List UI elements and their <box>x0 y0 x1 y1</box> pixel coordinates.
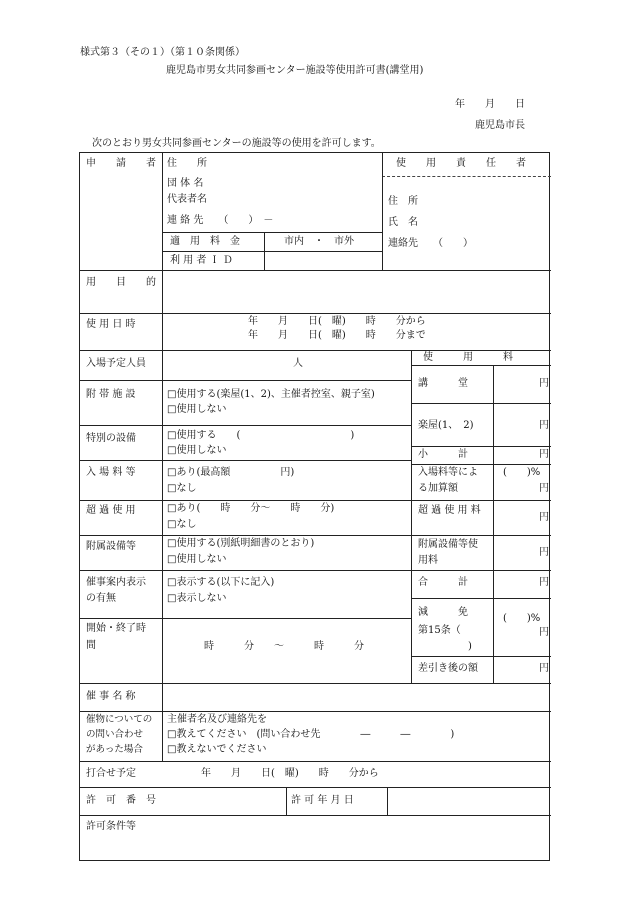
facilities-label: 附 帯 施 設 <box>86 389 136 400</box>
fee-exemption-yen: 円 <box>539 627 549 638</box>
fee-dressing-yen: 円 <box>539 420 549 431</box>
inquiry-line-1: 主催者名及び連絡先を <box>167 714 267 725</box>
applicant-label: 申 請 者 <box>86 158 156 169</box>
overtime-opt2[interactable]: □なし <box>167 519 197 530</box>
permit-form <box>79 152 550 861</box>
attendance-label: 入場予定人員 <box>86 358 146 369</box>
startend-label-1: 開始・終了時 <box>86 623 146 634</box>
use-datetime-from: 年 月 日( 曜) 時 分から <box>248 316 426 327</box>
user-id-label: 利 用 者 Ｉ Ｄ <box>170 255 233 266</box>
meeting-value: 年 月 日( 曜) 時 分から <box>201 768 379 779</box>
responsible-address: 住 所 <box>388 196 418 207</box>
fee-after-yen: 円 <box>539 663 549 674</box>
admission-opt2[interactable]: □なし <box>167 483 197 494</box>
startend-label-2: 間 <box>86 640 96 651</box>
fee-hall-yen: 円 <box>539 378 549 389</box>
event-name-label: 催 事 名 称 <box>86 691 136 702</box>
admission-label: 入 場 料 等 <box>86 467 136 478</box>
date-line: 年 月 日 <box>455 99 525 110</box>
fee-total-label: 合 計 <box>418 577 468 588</box>
special-opt1[interactable]: □使用する ( ) <box>167 430 355 441</box>
applicant-rep: 代表者名 <box>167 194 207 205</box>
special-opt2[interactable]: □使用しない <box>167 445 227 456</box>
form-number: 様式第３（その１）（第１０条関係） <box>80 47 245 58</box>
overtime-label: 超 過 使 用 <box>86 505 136 516</box>
use-datetime-to: 年 月 日( 曜) 時 分まで <box>248 330 426 341</box>
inquiry-opt-tell[interactable]: □教えてください (問い合わせ先 ― ― ) <box>167 729 455 740</box>
fee-overtime-yen: 円 <box>539 512 549 523</box>
permit-date-label: 許 可 年 月 日 <box>291 795 354 806</box>
responsible-label: 使 用 責 任 者 <box>396 158 526 169</box>
attendance-unit: 人 <box>293 358 303 369</box>
fee-admission-add-1: 入場料等によ <box>418 467 478 478</box>
document-title: 鹿児島市男女共同参画センター施設等使用許可書(講堂用) <box>166 65 424 76</box>
display-opt1[interactable]: □表示する(以下に記入) <box>167 577 275 588</box>
fee-admission-pct: ( )% <box>503 467 541 478</box>
fee-subtotal-yen: 円 <box>539 449 549 460</box>
fee-header: 使 用 料 <box>423 352 513 363</box>
facilities-opt1[interactable]: □使用する(楽屋(1、2)、主催者控室、親子室) <box>167 389 375 400</box>
rate-label: 適 用 料 金 <box>170 236 240 247</box>
equipment-opt2[interactable]: □使用しない <box>167 554 227 565</box>
fee-article-1: 第15条（ <box>418 625 461 636</box>
fee-exemption-pct: ( )% <box>503 613 541 624</box>
fee-overtime-label: 超 過 使 用 料 <box>418 505 481 516</box>
inquiry-label-3: があった場合 <box>86 744 143 755</box>
fee-equipment-yen: 円 <box>539 547 549 558</box>
responsible-contact: 連絡先 （ ） <box>388 238 473 249</box>
intro-text: 次のとおり男女共同参画センターの施設等の使用を許可します。 <box>92 138 381 149</box>
display-label-2: の有無 <box>86 593 116 604</box>
inquiry-label-1: 催物についての <box>86 714 153 725</box>
permit-number-label: 許 可 番 号 <box>86 795 156 806</box>
fee-admission-add-2: る加算額 <box>418 483 458 494</box>
permit-conditions-label: 許可条件等 <box>86 821 136 832</box>
fee-admission-yen: 円 <box>539 483 549 494</box>
fee-equipment-label-1: 附属設備等使 <box>418 539 478 550</box>
admission-opt1[interactable]: □あり(最高額 円) <box>167 467 295 478</box>
fee-hall-label: 講 堂 <box>418 378 468 389</box>
responsible-name: 氏 名 <box>388 217 418 228</box>
rate-value: 市内 ・ 市外 <box>284 236 354 247</box>
fee-subtotal-label: 小 計 <box>418 449 468 460</box>
applicant-contact: 連 絡 先 （ ） － <box>167 215 274 226</box>
facilities-opt2[interactable]: □使用しない <box>167 404 227 415</box>
fee-article-2: ) <box>468 641 472 652</box>
use-datetime-label: 使 用 日 時 <box>86 319 136 330</box>
equipment-opt1[interactable]: □使用する(別紙明細書のとおり) <box>167 538 315 549</box>
special-label: 特別の設備 <box>86 433 136 444</box>
fee-equipment-label-2: 用料 <box>418 555 438 566</box>
applicant-address: 住 所 <box>167 158 207 169</box>
inquiry-label-2: の問い合わせ <box>86 729 144 740</box>
display-opt2[interactable]: □表示しない <box>167 593 227 604</box>
fee-dressing-label: 楽屋(1、 2) <box>418 420 474 431</box>
display-label-1: 催事案内表示 <box>86 577 146 588</box>
equipment-label: 附属設備等 <box>86 541 136 552</box>
fee-exemption-label: 減 免 <box>418 607 468 618</box>
purpose-label: 用 目 的 <box>86 277 156 288</box>
startend-value: 時 分 ～ 時 分 <box>204 641 364 652</box>
issuer: 鹿児島市長 <box>475 120 525 131</box>
fee-after-label: 差引き後の額 <box>418 663 478 674</box>
inquiry-opt-no-tell[interactable]: □教えないでください <box>167 744 267 755</box>
meeting-label: 打合せ予定 <box>86 768 136 779</box>
overtime-opt1[interactable]: □あり( 時 分～ 時 分) <box>167 503 335 514</box>
fee-total-yen: 円 <box>539 577 549 588</box>
applicant-group: 団 体 名 <box>167 178 204 189</box>
